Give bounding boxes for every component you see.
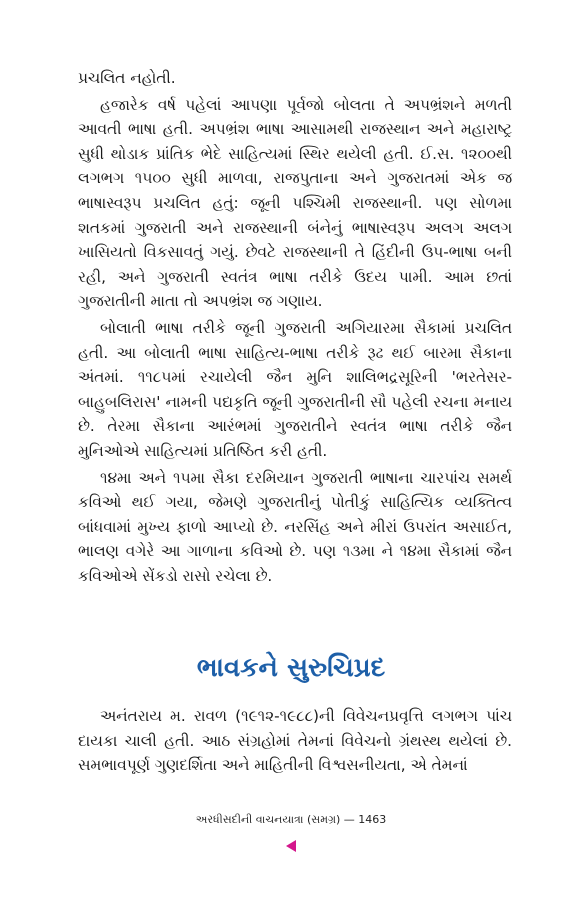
paragraph-continuation: પ્રચલિત નહોતી. <box>78 69 176 87</box>
paragraph-old-gujarati: બોલાતી ભાષા તરીકે જૂની ગુજરાતી અગિયારમા સૈકામાં પ્રચલિત હતી. આ બોલાતી ભાષા સાહિત્ય-ભાષા તરીકે રૂઢ થઈ બારમા સૈકાના અંતમાં. ૧૧૮૫માં રચાયેલી જૈન મુનિ શાલિભદ્રસૂરિની 'ભરતેસર-બાહુબલિરાસ' નામની પદ્યકૃતિ જૂની ગુજરાતીની સૌ પહેલી રચના મનાય છે. તેરમા સૈકાના આરંભમાં ગુજરાતીને સ્વતંત્ર ભાષા તરીકે જૈન મુનિઓએ સાહિત્યમાં પ્રતિષ્ઠિત કરી હતી. <box>78 318 512 460</box>
body-text <box>78 66 512 588</box>
paragraph-anantray-raval: અનંતરાય મ. રાવળ (૧૯૧૨-૧૯૮૮)ની વિવેચનપ્રવૃત્તિ લગભગ પાંચ દાયકા ચાલી હતી. આઠ સંગ્રહોમાં તેમનાં વિવેચનો ગ્રંથસ્થ થયેલાં છે. સમભાવપૂર્ણ ગુણદર્શિતા અને માહિતીની વિશ્વસનીયતા, એ તેમનાં <box>78 707 512 775</box>
page-footer: અરધીસદીની વાચનયાત્રા (સમગ્ર) — 1463 <box>195 813 387 826</box>
previous-page-arrow-icon[interactable] <box>286 840 296 852</box>
section-body <box>78 704 512 778</box>
paragraph-poets: ૧૪મા અને ૧૫મા સૈકા દરમિયાન ગુજરાતી ભાષાના ચારપાંચ સમર્થ કવિઓ થઈ ગયા, જેમણે ગુજરાતીનું પોતીકું સાહિત્યિક વ્યક્તિત્વ બાંધવામાં મુખ્ય ફાળો આપ્યો છે. નરસિંહ અને મીરાં ઉપરાંત અસાઈત, ભાલણ વગેરે આ ગાળાના કવિઓ છે. પણ ૧૩મા ને ૧૪મા સૈકામાં જૈન કવિઓએ સેંકડો રાસો રચેલા છે. <box>78 468 512 585</box>
section-heading: ભાવકને સુરુચિપ્રદ <box>196 653 386 683</box>
paragraph-apabhramsha: હજારેક વર્ષ પહેલાં આપણા પૂર્વજો બોલતા તે અપભ્રંશને મળતી આવતી ભાષા હતી. અપભ્રંશ ભાષા આસામથી રાજસ્થાન અને મહારાષ્ટ્ર સુધી થોડાક પ્રાંતિક ભેદે સાહિત્યમાં સ્થિર થયેલી હતી. ઈ.સ. ૧૨૦૦થી લગભગ ૧૫૦૦ સુધી માળવા, રાજપુતાના અને ગુજરાતમાં એક જ ભાષાસ્વરૂપ પ્રચલિત હતું: જૂની પશ્ચિમી રાજસ્થાની. પણ સોળમા શતકમાં ગુજરાતી અને રાજસ્થાની બંનેનું ભાષાસ્વરૂપ અલગ અલગ ખાસિયતો વિકસાવતું ગયું. છેવટે રાજસ્થાની તે હિંદીની ઉપ-ભાષા બની રહી, અને ગુજરાતી સ્વતંત્ર ભાષા તરીકે ઉદય પામી. આમ છતાં ગુજરાતીની માતા તો અપભ્રંશ જ ગણાય. <box>78 95 512 311</box>
